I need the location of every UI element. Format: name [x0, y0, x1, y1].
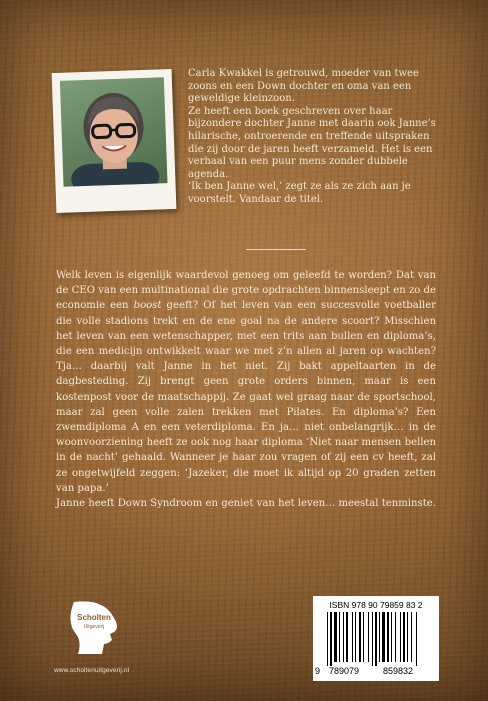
barcode-bars	[319, 612, 433, 666]
bio-paragraph-3: ‘Ik ben Janne wel,’ zegt ze als ze zich aan je voorstelt. Vandaar de titel.	[188, 181, 411, 205]
barcode-bar	[379, 612, 380, 662]
isbn-digits-left: 789079	[329, 666, 360, 676]
barcode-bar	[355, 612, 356, 662]
barcode-bar	[387, 612, 389, 662]
publisher-logo	[64, 598, 122, 658]
barcode-bar	[359, 612, 361, 662]
publisher-sub: Uitgeverij	[83, 624, 105, 630]
bio-paragraph-2: Ze heeft een boek geschreven over haar bijzondere dochter Janne met daarin ook Janne’s hilarische, ontroerende en treffende uitspraken die zij door de jaren heeft verzameld. Het is een verhaal van een puur mens zonder dubbele agenda.	[188, 105, 436, 180]
barcode-bar	[382, 612, 385, 662]
isbn-label: ISBN 978 90 79859 83 2	[329, 600, 423, 610]
barcode-bar	[346, 612, 348, 662]
barcode-bar	[334, 612, 337, 662]
section-divider	[246, 249, 306, 250]
bio-paragraph-1: Carla Kwakkel is getrouwd, moeder van twee zoons en een Down dochter en oma van een geweldige kleinzoon.	[188, 68, 419, 105]
publisher-head-icon	[64, 598, 122, 658]
publisher-website[interactable]: www.scholtenuitgeverij.nl	[54, 667, 130, 674]
isbn-barcode	[313, 596, 439, 681]
barcode-bar	[391, 612, 392, 662]
barcode-bar	[327, 612, 328, 666]
author-bio	[188, 68, 448, 207]
barcode-bar	[400, 612, 401, 662]
publisher-name: Scholten	[77, 613, 111, 622]
author-photo-frame	[52, 69, 177, 213]
barcode-bar	[411, 612, 412, 662]
barcode-bar	[375, 612, 377, 666]
blurb-sentence-1: Welk leven is eigenlijk waardevol genoeg om geleefd te worden? Dat van de CEO van een multinational die grote opdrachten binnensleept en zo de economie een	[56, 270, 436, 312]
barcode-bar	[372, 612, 373, 666]
barcode-bar	[352, 612, 353, 662]
barcode-bar	[407, 612, 408, 662]
blurb-emphasis: boost	[133, 300, 162, 312]
author-photo	[60, 77, 168, 187]
barcode-bar	[368, 612, 369, 662]
barcode-bar	[403, 612, 405, 662]
book-blurb	[56, 268, 436, 511]
barcode-bar	[343, 612, 344, 662]
barcode-bar	[339, 612, 340, 662]
isbn-digit-prefix: 9	[315, 666, 321, 676]
barcode-bar	[363, 612, 364, 662]
blurb-sentence-1-end: geeft? Of het leven van een succesvolle voetballer die volle stadions trekt en de ene goal na de andere scoort? Misschien het leven van een wetenschapper, met een trits aan bullen en diploma’s, die een medicijn ontwikkelt waar we met z’n allen al jaren op wachten?	[56, 300, 437, 358]
barcode-bar	[416, 612, 417, 666]
blurb-paragraph-3: Wanneer je haar zou vragen of zij een cv heeft, zal ze ongetwijfeld zeggen: ‘Jazeker, die moet ik altijd op 20 graden zetten van papa.’	[56, 452, 436, 494]
barcode-bar	[330, 612, 332, 666]
blurb-paragraph-2: Tja… daarbij valt Janne in het niet. Zij bakt appeltaarten in de dagbesteding. Zij brengt geen grote orders binnen, maar is een kostenpost voor de maatschappij. Ze gaat wel graag naar de sportschool, maar zal geen volle zalen trekken met Pilates. En diploma’s? Een zwemdiploma A en een veterdiploma. En ja… niet onbelangrijk… in de woonvoorziening heeft ze ook nog haar diploma ‘Niet naar mensen bellen in de nacht’ gehaald.	[56, 361, 436, 464]
author-portrait-illustration	[60, 77, 168, 187]
barcode-bar	[395, 612, 396, 662]
isbn-digits-right: 859832	[383, 666, 414, 676]
blurb-paragraph-4: Janne heeft Down Syndroom en geniet van het leven… meestal tenminste.	[56, 498, 436, 510]
